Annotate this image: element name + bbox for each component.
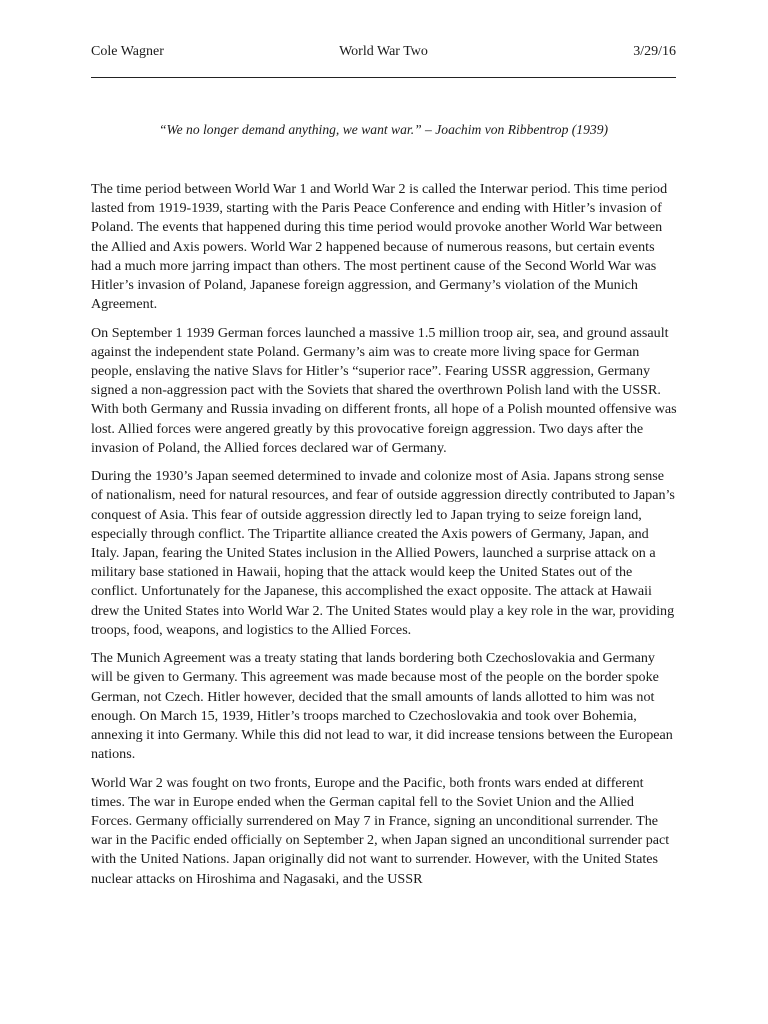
header-date: 3/29/16	[633, 44, 676, 59]
header-rule	[91, 77, 676, 78]
essay-body	[91, 180, 677, 898]
page-header	[91, 44, 676, 64]
header-title: World War Two	[339, 44, 428, 59]
paragraph-4: The Munich Agreement was a treaty stating that lands bordering both Czechoslovakia and Germany will be given to Germany. This agreement was made because most of the people on the border spoke German, not Czech. Hitler however, decided that the small amounts of lands allotted to him was not enough. On March 15, 1939, Hitler’s troops marched to Czechoslovakia and took over Bohemia, annexing it into Germany. While this did not lead to war, it did increase tensions between the European nations.	[91, 650, 673, 763]
header-author: Cole Wagner	[91, 44, 164, 59]
paragraph-3: During the 1930’s Japan seemed determined to invade and colonize most of Asia. Japans strong sense of nationalism, need for natural resources, and fear of outside aggression directly contributed to Japan’s conquest of Asia. This fear of outside aggression directly led to Japan trying to seize foreign land, especially through conflict. The Tripartite alliance created the Axis powers of Germany, Japan, and Italy. Japan, fearing the United States inclusion in the Allied Powers, launched a surprise attack on a military base stationed in Hawaii, hoping that the attack would keep the United States out of the conflict. Unfortunately for the Japanese, this accomplished the exact opposite. The attack at Hawaii drew the United States into World War 2. The United States would play a key role in the war, providing troops, food, weapons, and logistics to the Allied Forces.	[91, 468, 675, 638]
paragraph-1: The time period between World War 1 and World War 2 is called the Interwar period. This time period lasted from 1919-1939, starting with the Paris Peace Conference and ending with Hitler’s invasion of Poland. The events that happened during this time period would provoke another World War between the Allied and Axis powers. World War 2 happened because of numerous reasons, but certain events had a much more jarring impact than others. The most pertinent cause of the Second World War was Hitler’s invasion of Poland, Japanese foreign aggression, and Germany’s violation of the Munich Agreement.	[91, 181, 668, 313]
epigraph-quote: “We no longer demand anything, we want war.” – Joachim von Ribbentrop (1939)	[158, 122, 609, 137]
paragraph-2: On September 1 1939 German forces launched a massive 1.5 million troop air, sea, and ground assault against the independent state Poland. Germany’s aim was to create more living space for German people, enslaving the native Slavs for Hitler’s “superior race”. Fearing USSR aggression, Germany signed a non-aggression pact with the Soviets that shared the overthrown Polish land with the USSR. With both Germany and Russia invading on different fronts, all hope of a Polish mounted offensive was lost. Allied forces were angered greatly by this provocative foreign aggression. Two days after the invasion of Poland, the Allied forces declared war of Germany.	[91, 324, 677, 456]
paragraph-5: World War 2 was fought on two fronts, Europe and the Pacific, both fronts wars ended at different times. The war in Europe ended when the German capital fell to the Soviet Union and the Allied Forces. Germany officially surrendered on May 7 in France, signing an unconditional surrender. The war in the Pacific ended officially on September 2, when Japan signed an unconditional surrender pact with the United Nations. Japan originally did not want to surrender. However, with the United States nuclear attacks on Hiroshima and Nagasaki, and the USSR	[91, 774, 670, 887]
